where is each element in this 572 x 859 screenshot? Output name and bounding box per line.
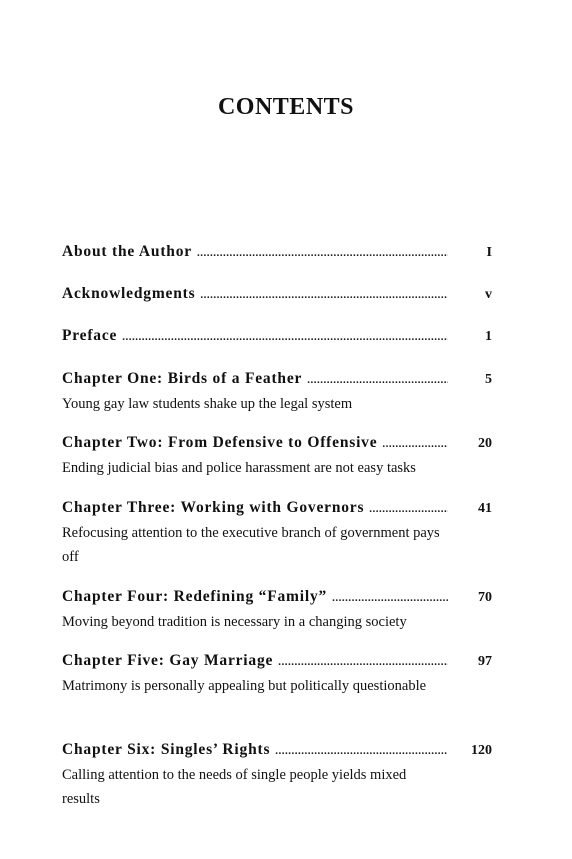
toc-entry-chapter-two: [62, 434, 492, 481]
toc-entry-label: Chapter Three: Working with Governors: [62, 499, 365, 516]
toc-entry-about-author: [62, 243, 492, 265]
dot-leader: [332, 592, 448, 604]
toc-entry-chapter-three: [62, 499, 492, 569]
toc-entry-label: Chapter Five: Gay Marriage: [62, 652, 274, 669]
toc-entry-chapter-four: [62, 588, 492, 635]
toc-page-number: I: [486, 245, 492, 260]
toc-entry-description: Ending judicial bias and police harassment are not easy tasks: [62, 460, 416, 476]
dot-leader: [275, 745, 448, 757]
toc-entry-description: Refocusing attention to the executive branch of government pays off: [62, 525, 440, 565]
toc-entry-description: Young gay law students shake up the legal system: [62, 396, 353, 412]
toc-entry-description: Moving beyond tradition is necessary in a changing society: [62, 614, 407, 630]
toc-entry-label: Chapter One: Birds of a Feather: [62, 370, 303, 387]
toc-entry-chapter-six: [62, 741, 492, 811]
toc-page-number: v: [485, 287, 492, 302]
page-title: CONTENTS: [217, 94, 355, 120]
toc-entry-description: Calling attention to the needs of single people yields mixed results: [62, 767, 407, 807]
toc-page-number: 97: [478, 654, 492, 669]
dot-leader: [200, 289, 448, 301]
toc-page-number: 120: [471, 743, 492, 758]
toc-entry-label: Chapter Four: Redefining “Family”: [62, 588, 328, 605]
toc-entry-acknowledgments: [62, 285, 492, 307]
toc-page-number: 5: [485, 372, 492, 387]
toc-entry-description: Matrimony is personally appealing but politically questionable: [62, 678, 427, 694]
dot-leader: [369, 503, 448, 515]
toc-page-number: 41: [478, 501, 492, 516]
toc-entry-preface: [62, 327, 492, 349]
toc-entry-label: About the Author: [62, 243, 192, 260]
toc-entry-label: Acknowledgments: [62, 285, 196, 302]
toc-entry-label: Preface: [62, 327, 118, 344]
dot-leader: [278, 656, 448, 668]
dot-leader: [307, 374, 448, 386]
dot-leader: [122, 331, 448, 343]
toc-page-number: 70: [478, 590, 492, 605]
toc-page-number: 1: [485, 329, 492, 344]
toc-entry-label: Chapter Six: Singles’ Rights: [62, 741, 271, 758]
toc-entry-chapter-one: [62, 370, 492, 417]
toc-entry-chapter-five: [62, 652, 492, 699]
dot-leader: [382, 438, 448, 450]
toc-page-number: 20: [478, 436, 492, 451]
dot-leader: [197, 247, 448, 259]
toc-entry-label: Chapter Two: From Defensive to Offensive: [62, 434, 378, 451]
